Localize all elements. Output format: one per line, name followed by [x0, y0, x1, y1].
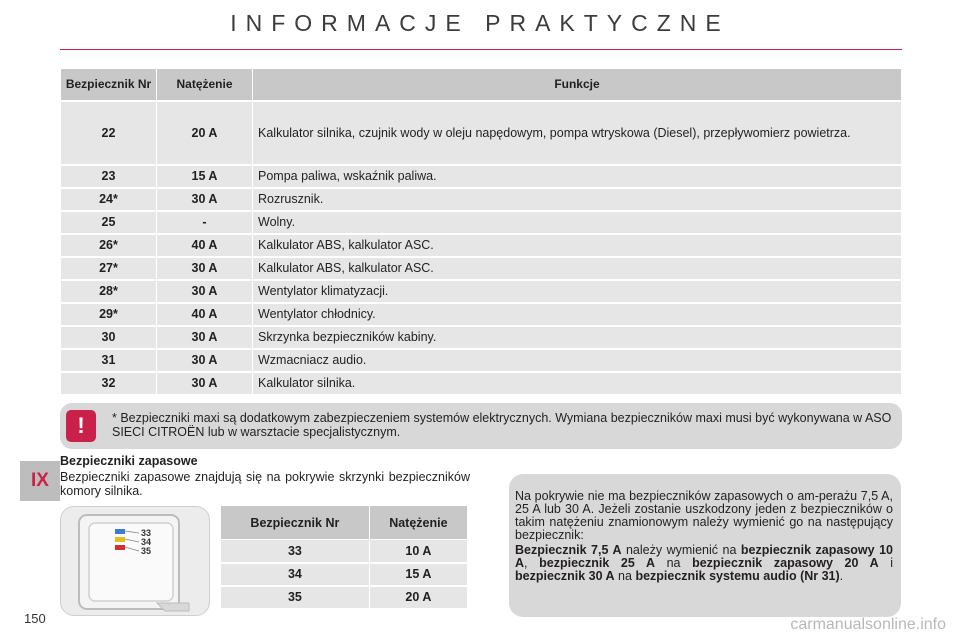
function-cell: Wentylator klimatyzacji. [253, 280, 902, 303]
amperage-cell: 40 A [157, 303, 253, 326]
table-row [61, 101, 902, 165]
spare-header-nr: Bezpiecznik Nr [221, 506, 370, 540]
spare-fuses-text: Bezpieczniki zapasowe znajdują się na pokrywie skrzynki bezpieczników komory silnika. [60, 470, 470, 498]
info-text-run: . [839, 569, 844, 583]
header-fuse-nr: Bezpiecznik Nr [61, 69, 157, 101]
diagram-label-33: 33 [141, 528, 152, 538]
function-cell: Rozrusznik. [253, 188, 902, 211]
function-cell: Wzmacniacz audio. [253, 349, 902, 372]
table-row [221, 563, 468, 586]
spare-fuses-title: Bezpieczniki zapasowe [60, 454, 198, 468]
function-cell: Kalkulator ABS, kalkulator ASC. [253, 257, 902, 280]
info-text-run: bezpiecznik zapasowy 20 A [692, 556, 879, 570]
fuse-nr-cell: 27* [61, 257, 157, 280]
amperage-cell: 15 A [157, 165, 253, 188]
table-row [61, 326, 902, 349]
header-divider [60, 49, 902, 50]
info-text-run: należy wymienić na [621, 543, 741, 557]
info-paragraph-2 [515, 544, 893, 583]
amperage-cell: 30 A [157, 349, 253, 372]
table-row [221, 540, 468, 563]
function-cell: Wentylator chłodnicy. [253, 303, 902, 326]
info-text-run: bezpiecznik 30 A [515, 569, 615, 583]
amperage-cell: 20 A [157, 101, 253, 165]
fuse-nr-cell: 30 [61, 326, 157, 349]
table-row [61, 188, 902, 211]
fuse-35-icon [115, 545, 125, 550]
page-number: 150 [24, 611, 46, 626]
info-text-run: na [654, 556, 693, 570]
amperage-cell: 30 A [157, 280, 253, 303]
info-text-run: i [878, 556, 893, 570]
spare-table-header [221, 506, 468, 540]
table-row [61, 165, 902, 188]
spare-nr-cell: 35 [221, 586, 370, 609]
note-text: * Bezpieczniki maxi są dodatkowym zabezpieczeniem systemów elektrycznych. Wymiana bezpieczników maxi musi być wykonywana w ASO SIECI CITROËN lub w warsztacie specjalistycznym. [112, 411, 892, 439]
page-title: INFORMACJE PRAKTYCZNE [230, 10, 730, 36]
info-text-run: bezpiecznik 25 A [539, 556, 655, 570]
function-cell: Kalkulator silnika. [253, 372, 902, 395]
function-cell: Wolny. [253, 211, 902, 234]
spare-nr-cell: 33 [221, 540, 370, 563]
fuse-33-icon [115, 529, 125, 534]
spare-amperage-cell: 15 A [369, 563, 467, 586]
table-row [61, 349, 902, 372]
spare-nr-cell: 34 [221, 563, 370, 586]
function-cell: Kalkulator silnika, czujnik wody w oleju napędowym, pompa wtryskowa (Diesel), przepływomierz powietrza. [253, 101, 902, 165]
function-cell: Skrzynka bezpieczników kabiny. [253, 326, 902, 349]
fuse-34-icon [115, 537, 125, 542]
spare-amperage-cell: 10 A [369, 540, 467, 563]
fuse-table [60, 68, 902, 396]
fuse-nr-cell: 32 [61, 372, 157, 395]
function-cell: Pompa paliwa, wskaźnik paliwa. [253, 165, 902, 188]
fuse-nr-cell: 25 [61, 211, 157, 234]
function-cell: Kalkulator ABS, kalkulator ASC. [253, 234, 902, 257]
spare-header-amperage: Natężenie [369, 506, 467, 540]
info-text-run: na [614, 569, 636, 583]
info-text-run: bezpiecznik zapasowy 10 A [515, 543, 894, 570]
info-text-run: Bezpiecznik 7,5 A [515, 543, 622, 557]
info-paragraph-1: Na pokrywie nie ma bezpieczników zapasowych o am-perażu 7,5 A, 25 A lub 30 A. Jeżeli zostanie uszkodzony jeden z bezpieczników o takim natężeniu znamionowym należy wymienić go na następujący bezpiecznik: [515, 489, 893, 542]
amperage-cell: 30 A [157, 326, 253, 349]
header-amperage: Natężenie [157, 69, 253, 101]
spare-fuse-table [220, 505, 468, 610]
fuse-table-header [61, 69, 902, 101]
fuse-nr-cell: 22 [61, 101, 157, 165]
table-row [61, 257, 902, 280]
fuse-nr-cell: 31 [61, 349, 157, 372]
watermark: carmanualsonline.info [790, 616, 946, 633]
amperage-cell: 30 A [157, 188, 253, 211]
table-row [221, 586, 468, 609]
info-text-run: , [524, 556, 540, 570]
amperage-cell: 30 A [157, 257, 253, 280]
amperage-cell: 30 A [157, 372, 253, 395]
diagram-label-34: 34 [141, 537, 152, 547]
diagram-label-35: 35 [141, 546, 152, 556]
info-text-run: bezpiecznik systemu audio (Nr 31) [635, 569, 840, 583]
table-row [61, 280, 902, 303]
replacement-info-box [509, 474, 901, 617]
fuse-nr-cell: 24* [61, 188, 157, 211]
fuse-nr-cell: 23 [61, 165, 157, 188]
table-row [61, 234, 902, 257]
fuse-nr-cell: 26* [61, 234, 157, 257]
table-row [61, 372, 902, 395]
chapter-tab: IX [20, 461, 60, 501]
fuse-nr-cell: 28* [61, 280, 157, 303]
spare-amperage-cell: 20 A [369, 586, 467, 609]
amperage-cell: 40 A [157, 234, 253, 257]
maxi-fuse-note [60, 403, 902, 449]
table-row [61, 303, 902, 326]
amperage-cell: - [157, 211, 253, 234]
exclamation-icon: ! [66, 410, 96, 442]
fuse-nr-cell: 29* [61, 303, 157, 326]
header-function: Funkcje [253, 69, 902, 101]
table-row [61, 211, 902, 234]
fuse-box-cover-illustration [60, 506, 210, 616]
fuse-box-diagram [61, 507, 211, 617]
